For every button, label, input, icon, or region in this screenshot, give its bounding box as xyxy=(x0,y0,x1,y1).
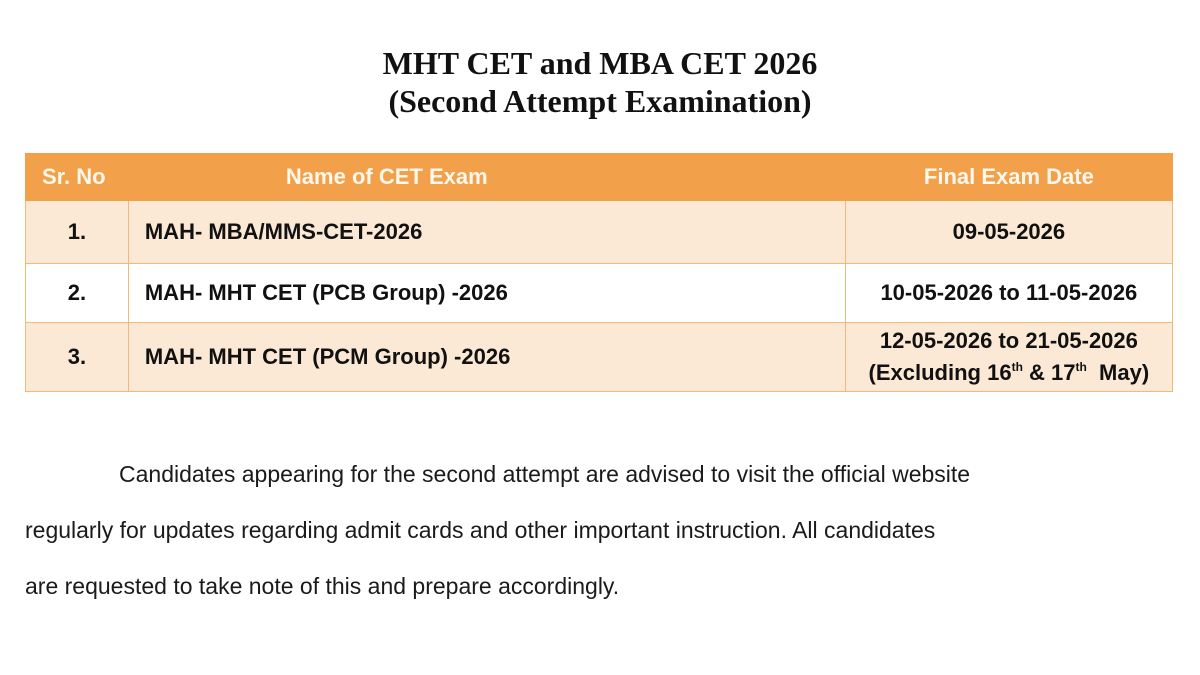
table-row xyxy=(26,201,1173,264)
exam-schedule-table xyxy=(25,153,1173,392)
table-header-row xyxy=(26,154,1173,201)
cell-sr-no: 3. xyxy=(26,323,129,392)
cell-sr-no: 2. xyxy=(26,264,129,323)
notice-paragraph xyxy=(25,446,1170,614)
table-row xyxy=(26,323,1173,392)
header-exam-date: Final Exam Date xyxy=(845,154,1172,201)
ordinal-suffix: th xyxy=(1011,360,1023,374)
cell-sr-no: 1. xyxy=(26,201,129,264)
note-prefix: (Excluding 16 xyxy=(868,360,1012,385)
cell-exam-name: MAH- MBA/MMS-CET-2026 xyxy=(128,201,845,264)
header-sr-no: Sr. No xyxy=(26,154,129,201)
cell-exam-date xyxy=(845,323,1172,392)
title-line-2: (Second Attempt Examination) xyxy=(388,83,812,119)
date-exclusion-note xyxy=(846,357,1172,389)
table-row xyxy=(26,264,1173,323)
cell-exam-name: MAH- MHT CET (PCB Group) -2026 xyxy=(128,264,845,323)
date-range: 12-05-2026 to 21-05-2026 xyxy=(879,328,1138,353)
note-middle: & 17 xyxy=(1022,360,1076,385)
notice-line-3: are requested to take note of this and prepare accordingly. xyxy=(25,573,620,599)
document-title xyxy=(0,44,1200,120)
ordinal-suffix: th xyxy=(1075,360,1087,374)
notice-line-2: regularly for updates regarding admit cards and other important instruction. All candidates xyxy=(25,517,936,543)
title-line-1: MHT CET and MBA CET 2026 xyxy=(382,45,818,81)
cell-exam-date: 09-05-2026 xyxy=(845,201,1172,264)
cell-exam-date: 10-05-2026 to 11-05-2026 xyxy=(845,264,1172,323)
note-suffix: May) xyxy=(1086,360,1150,385)
header-exam-name: Name of CET Exam xyxy=(128,154,845,201)
notice-line-1: Candidates appearing for the second attempt are advised to visit the official website xyxy=(119,461,971,487)
cell-exam-name: MAH- MHT CET (PCM Group) -2026 xyxy=(128,323,845,392)
